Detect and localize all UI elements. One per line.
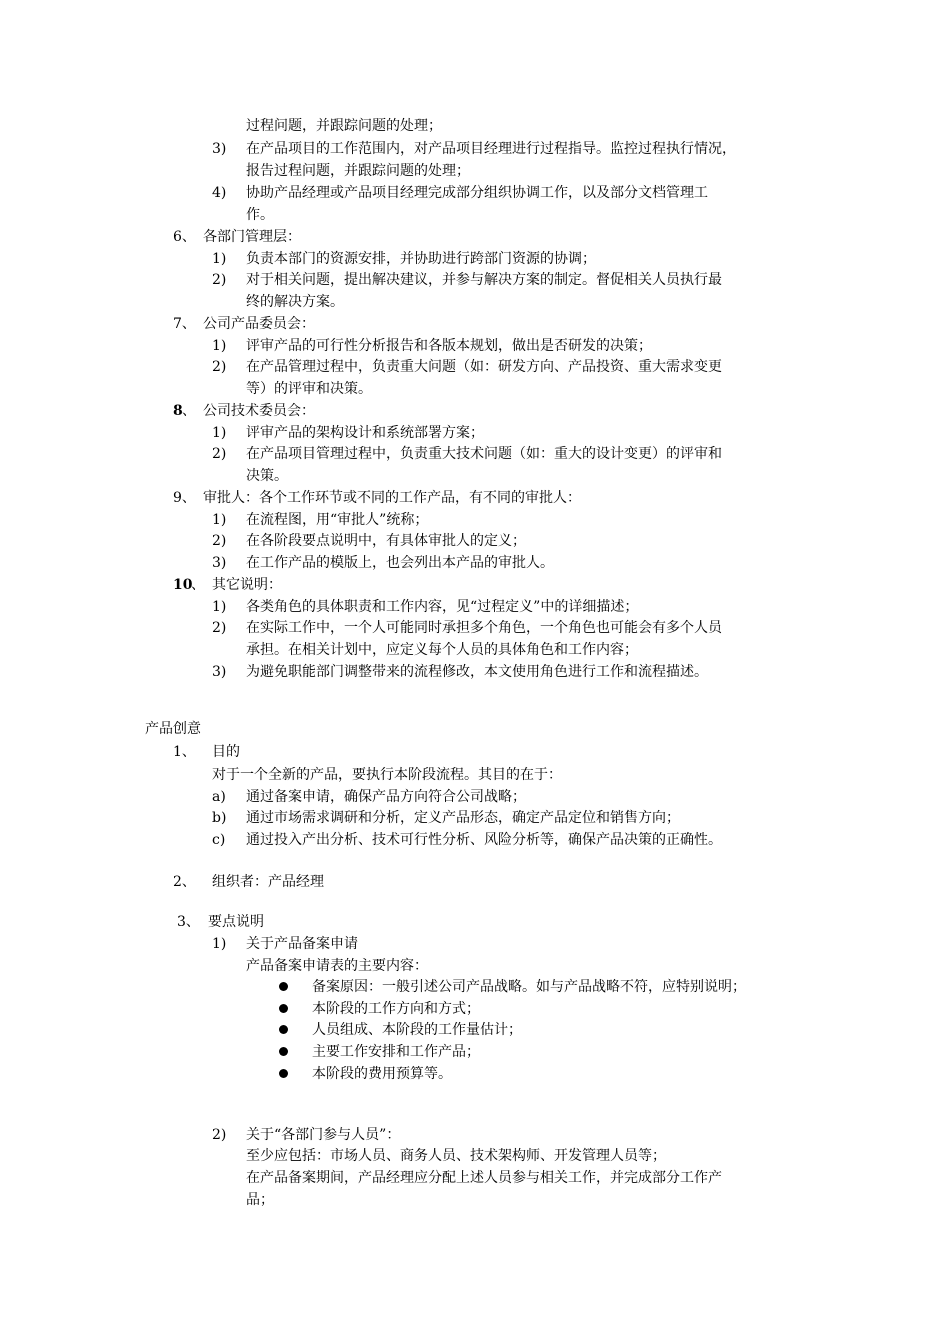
list-item-text: 评审产品的可行性分析报告和各版本规划，做出是否研发的决策；	[246, 338, 652, 354]
section-title: 目的	[212, 744, 240, 760]
section-number: 9、	[173, 490, 196, 506]
list-item-text: 在产品管理过程中，负责重大问题（如：研发方向、产品投资、重大需求变更	[246, 359, 722, 375]
list-letter: c)	[212, 832, 226, 848]
bullet-icon	[279, 982, 288, 991]
list-number: 3)	[212, 555, 227, 571]
list-number: 1)	[212, 251, 227, 267]
list-number: 2)	[212, 359, 227, 375]
list-item-text: 负责本部门的资源安排，并协助进行跨部门资源的协调；	[246, 251, 596, 267]
list-item-text: 作。	[246, 207, 274, 223]
list-item-text: 等）的评审和决策。	[246, 381, 372, 397]
section-number: 6、	[173, 229, 196, 245]
list-item-text: 承担。在相关计划中，应定义每个人员的具体角色和工作内容；	[246, 642, 638, 658]
list-item-text: 在产品项目管理过程中，负责重大技术问题（如：重大的设计变更）的评审和	[246, 446, 722, 462]
bullet-icon	[279, 1047, 288, 1056]
section-number: 10	[173, 577, 193, 593]
list-item-text: 协助产品经理或产品项目经理完成部分组织协调工作，以及部分文档管理工	[246, 185, 708, 201]
section-title: 要点说明	[208, 914, 264, 930]
bullet-item-text: 本阶段的工作方向和方式；	[312, 1001, 480, 1017]
chapter-title: 产品创意	[145, 721, 201, 737]
section-title: 公司产品委员会：	[203, 316, 315, 332]
section-number-separator: 、	[182, 403, 196, 419]
section-number: 2、	[173, 874, 196, 890]
section-number: 3、	[177, 914, 200, 930]
list-item-title: 关于“各部门参与人员”：	[246, 1127, 401, 1143]
list-item-text: 通过备案申请，确保产品方向符合公司战略；	[246, 789, 526, 805]
section-title: 其它说明：	[212, 577, 282, 593]
list-item-text: 终的解决方案。	[246, 294, 344, 310]
list-number: 2)	[212, 1127, 227, 1143]
bullet-item-text: 人员组成、本阶段的工作量估计；	[312, 1022, 522, 1038]
list-number: 2)	[212, 620, 227, 636]
paragraph: 在产品备案期间，产品经理应分配上述人员参与相关工作，并完成部分工作产	[246, 1170, 722, 1186]
list-item-text: 在各阶段要点说明中，有具体审批人的定义；	[246, 533, 526, 549]
section-number: 7、	[173, 316, 196, 332]
section-number-separator: 、	[191, 577, 205, 593]
bullet-icon	[279, 1004, 288, 1013]
list-number: 1)	[212, 338, 227, 354]
section-number: 8	[173, 403, 183, 419]
bullet-item-text: 主要工作安排和工作产品；	[312, 1044, 480, 1060]
list-item-text: 评审产品的架构设计和系统部署方案；	[246, 425, 484, 441]
section-title: 各部门管理层：	[203, 229, 301, 245]
carry-line: 过程问题，并跟踪问题的处理；	[246, 118, 442, 134]
list-item-text: 各类角色的具体职责和工作内容，见“过程定义”中的详细描述；	[246, 599, 639, 615]
list-number: 1)	[212, 512, 227, 528]
paragraph: 对于一个全新的产品，要执行本阶段流程。其目的在于：	[212, 767, 562, 783]
section-title: 组织者：产品经理	[212, 874, 324, 890]
list-number: 2)	[212, 446, 227, 462]
bullet-item-text: 本阶段的费用预算等。	[312, 1066, 452, 1082]
bullet-icon	[279, 1025, 288, 1034]
paragraph: 产品备案申请表的主要内容：	[246, 958, 428, 974]
list-item-text: 在工作产品的模版上，也会列出本产品的审批人。	[246, 555, 554, 571]
section-title: 公司技术委员会：	[203, 403, 315, 419]
bullet-item-text: 备案原因：一般引述公司产品战略。如与产品战略不符，应特别说明；	[312, 979, 746, 995]
list-item-text: 通过市场需求调研和分析，定义产品形态，确定产品定位和销售方向；	[246, 810, 680, 826]
list-number: 1)	[212, 425, 227, 441]
list-item-text: 决策。	[246, 468, 288, 484]
list-letter: b)	[212, 810, 227, 826]
list-number: 3)	[212, 141, 227, 157]
paragraph: 至少应包括：市场人员、商务人员、技术架构师、开发管理人员等；	[246, 1148, 666, 1164]
paragraph: 品；	[246, 1192, 274, 1208]
section-number: 1、	[173, 744, 196, 760]
list-item-text: 为避免职能部门调整带来的流程修改，本文使用角色进行工作和流程描述。	[246, 664, 708, 680]
list-number: 1)	[212, 936, 227, 952]
list-letter: a)	[212, 789, 226, 805]
list-item-text: 对于相关问题，提出解决建议，并参与解决方案的制定。督促相关人员执行最	[246, 272, 722, 288]
bullet-icon	[279, 1069, 288, 1078]
list-item-text: 通过投入产出分析、技术可行性分析、风险分析等，确保产品决策的正确性。	[246, 832, 722, 848]
section-title: 审批人：各个工作环节或不同的工作产品，有不同的审批人：	[203, 490, 581, 506]
list-item-text: 在产品项目的工作范围内，对产品项目经理进行过程指导。监控过程执行情况，	[246, 141, 736, 157]
list-item-text: 在流程图，用“审批人”统称；	[246, 512, 429, 528]
list-item-text: 在实际工作中，一个人可能同时承担多个角色，一个角色也可能会有多个人员	[246, 620, 722, 636]
list-number: 3)	[212, 664, 227, 680]
list-number: 1)	[212, 599, 227, 615]
list-number: 4)	[212, 185, 227, 201]
list-item-text: 报告过程问题，并跟踪问题的处理；	[246, 163, 470, 179]
list-number: 2)	[212, 272, 227, 288]
list-number: 2)	[212, 533, 227, 549]
list-item-title: 关于产品备案申请	[246, 936, 358, 952]
